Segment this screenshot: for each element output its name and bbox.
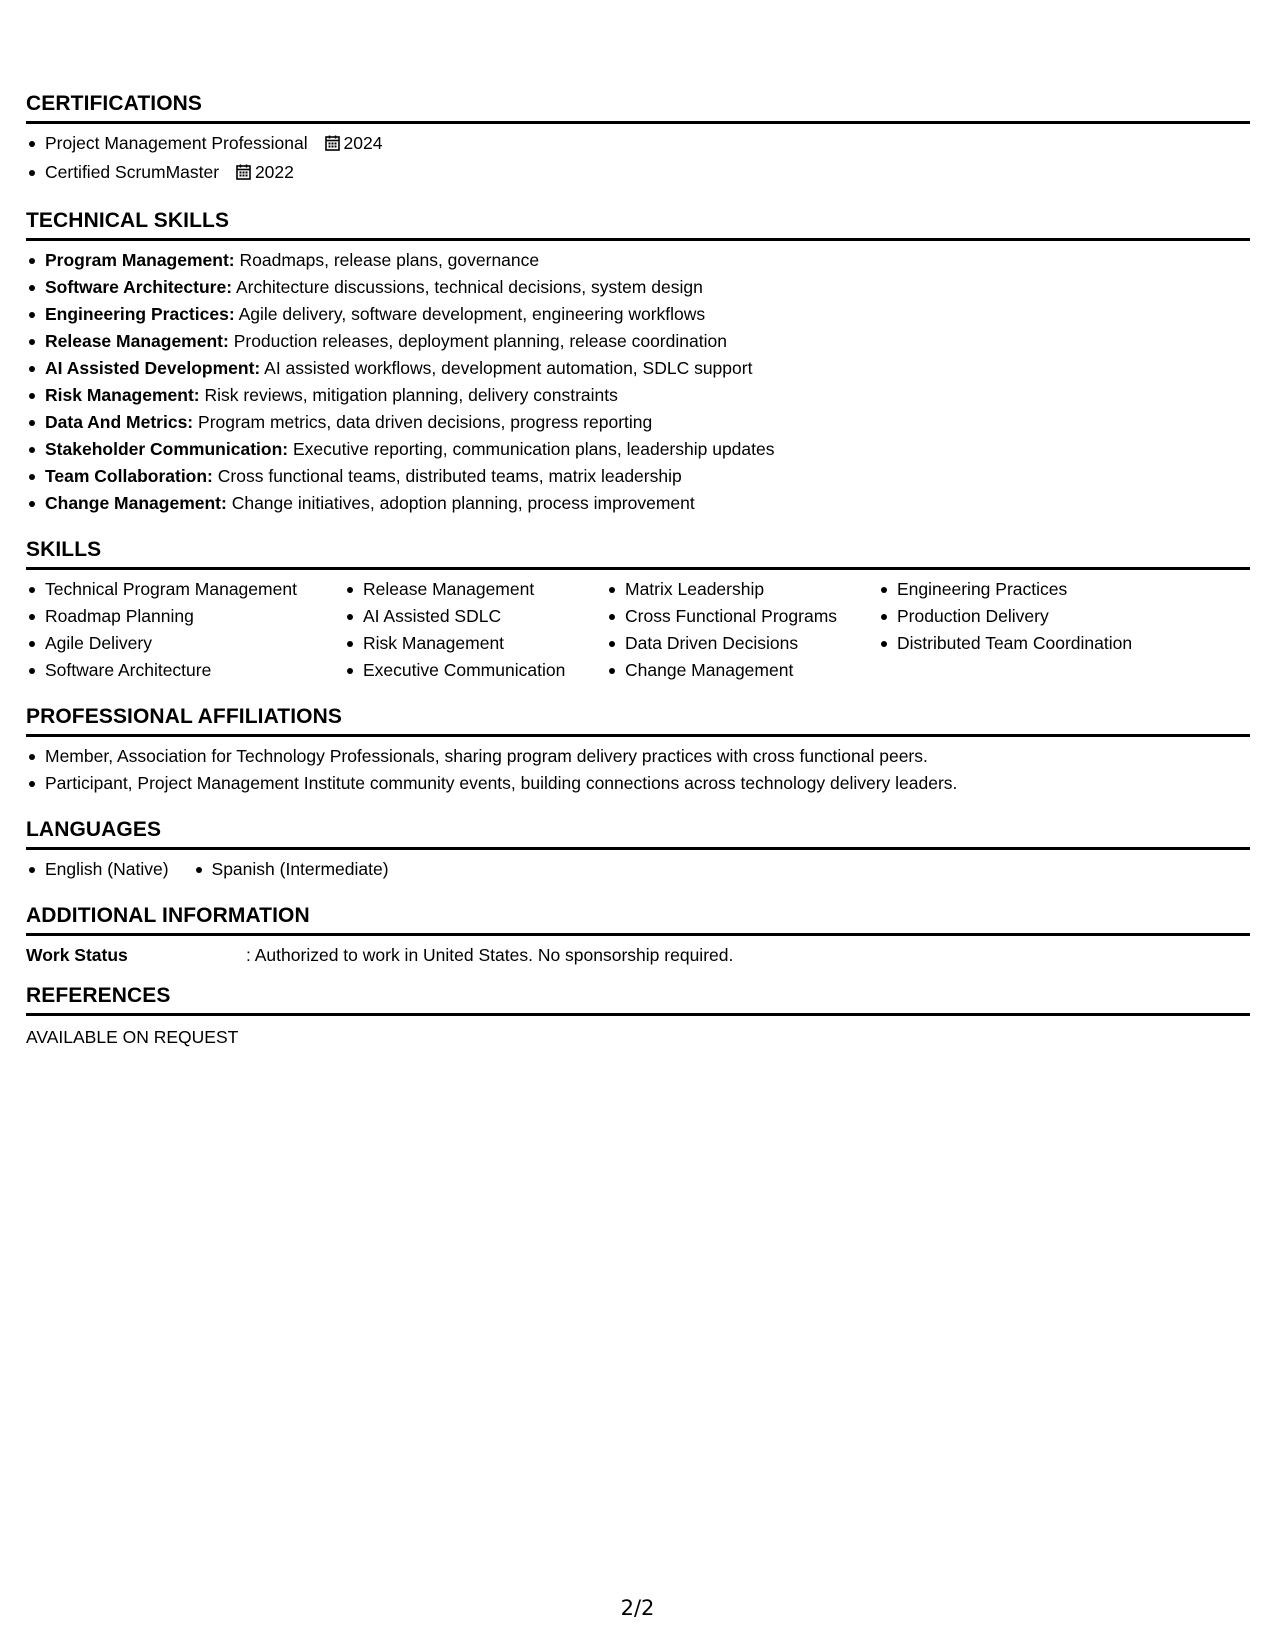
certification-year: 2024 bbox=[343, 133, 383, 153]
list-item: Risk Management bbox=[344, 630, 606, 657]
list-item bbox=[26, 490, 1250, 517]
list-item bbox=[26, 247, 1250, 274]
list-item: AI Assisted SDLC bbox=[344, 603, 606, 630]
list-item: Release Management bbox=[344, 576, 606, 603]
work-status-label: Work Status bbox=[26, 945, 128, 965]
additional-info-section bbox=[26, 903, 1250, 969]
references-text: AVAILABLE ON REQUEST bbox=[26, 1027, 239, 1047]
certification-name: Project Management Professional bbox=[45, 133, 308, 153]
skill-label: Risk Management: bbox=[45, 385, 200, 405]
work-status-row bbox=[26, 942, 1250, 969]
list-item: Matrix Leadership bbox=[606, 576, 878, 603]
list-item: Production Delivery bbox=[878, 603, 1178, 630]
certification-name: Certified ScrumMaster bbox=[45, 162, 220, 182]
skill-value: Risk reviews, mitigation planning, delivery constraints bbox=[204, 385, 618, 405]
list-item bbox=[26, 463, 1250, 490]
section-title: SKILLS bbox=[26, 537, 1250, 570]
skill-label: Change Management: bbox=[45, 493, 227, 513]
certification-year: 2022 bbox=[254, 162, 294, 182]
certifications-list bbox=[26, 130, 1250, 188]
skills-column-1 bbox=[26, 576, 344, 684]
skill-label: Stakeholder Communication: bbox=[45, 439, 289, 459]
list-item bbox=[26, 382, 1250, 409]
list-item bbox=[26, 328, 1250, 355]
references-section bbox=[26, 983, 1250, 1051]
list-item bbox=[26, 274, 1250, 301]
list-item bbox=[26, 159, 1250, 188]
section-title: CERTIFICATIONS bbox=[26, 91, 1250, 124]
certifications-section bbox=[26, 91, 1250, 188]
skill-value: Architecture discussions, technical decisions, system design bbox=[235, 277, 703, 297]
skills-section bbox=[26, 537, 1250, 684]
list-item: Data Driven Decisions bbox=[606, 630, 878, 657]
skill-value: Change initiatives, adoption planning, process improvement bbox=[231, 493, 695, 513]
calendar-icon bbox=[325, 132, 340, 159]
section-title: ADDITIONAL INFORMATION bbox=[26, 903, 1250, 936]
list-item: Distributed Team Coordination bbox=[878, 630, 1178, 657]
list-item bbox=[26, 130, 1250, 159]
skill-label: Data And Metrics: bbox=[45, 412, 194, 432]
list-item: English (Native) bbox=[26, 856, 169, 883]
skill-label: Software Architecture: bbox=[45, 277, 233, 297]
list-item: Spanish (Intermediate) bbox=[193, 856, 389, 883]
section-title: LANGUAGES bbox=[26, 817, 1250, 850]
skill-value: Agile delivery, software development, engineering workflows bbox=[238, 304, 706, 324]
skill-value: AI assisted workflows, development automation, SDLC support bbox=[264, 358, 753, 378]
section-title: PROFESSIONAL AFFILIATIONS bbox=[26, 704, 1250, 737]
list-item: Technical Program Management bbox=[26, 576, 344, 603]
skill-label: AI Assisted Development: bbox=[45, 358, 261, 378]
technical-skills-section bbox=[26, 208, 1250, 517]
page-number: 2/2 bbox=[620, 1596, 655, 1620]
skill-value: Executive reporting, communication plans, leadership updates bbox=[292, 439, 775, 459]
work-status-value: : Authorized to work in United States. No sponsorship required. bbox=[246, 945, 734, 965]
skill-value: Production releases, deployment planning, release coordination bbox=[233, 331, 727, 351]
list-item bbox=[26, 355, 1250, 382]
list-item: Software Architecture bbox=[26, 657, 344, 684]
skill-value: Roadmaps, release plans, governance bbox=[239, 250, 540, 270]
list-item: Agile Delivery bbox=[26, 630, 344, 657]
list-item: Member, Association for Technology Professionals, sharing program delivery practices with cross functional peers. bbox=[26, 743, 1250, 770]
affiliations-section bbox=[26, 704, 1250, 797]
technical-skills-list bbox=[26, 247, 1250, 517]
skill-label: Engineering Practices: bbox=[45, 304, 235, 324]
skills-column-2 bbox=[344, 576, 606, 684]
languages-list bbox=[26, 856, 1250, 883]
skills-column-4 bbox=[878, 576, 1178, 684]
list-item: Participant, Project Management Institute community events, building connections across technology delivery leaders. bbox=[26, 770, 1250, 797]
resume-page bbox=[26, 91, 1250, 1051]
skill-label: Release Management: bbox=[45, 331, 229, 351]
skill-label: Team Collaboration: bbox=[45, 466, 213, 486]
list-item: Roadmap Planning bbox=[26, 603, 344, 630]
skills-columns bbox=[26, 576, 1250, 684]
skills-column-3 bbox=[606, 576, 878, 684]
section-title: REFERENCES bbox=[26, 983, 1250, 1016]
list-item bbox=[26, 301, 1250, 328]
list-item: Cross Functional Programs bbox=[606, 603, 878, 630]
languages-section bbox=[26, 817, 1250, 883]
list-item bbox=[26, 436, 1250, 463]
list-item: Change Management bbox=[606, 657, 878, 684]
skill-label: Program Management: bbox=[45, 250, 235, 270]
list-item: Engineering Practices bbox=[878, 576, 1178, 603]
list-item bbox=[26, 409, 1250, 436]
affiliations-list bbox=[26, 743, 1250, 797]
calendar-icon bbox=[236, 161, 251, 188]
skill-value: Cross functional teams, distributed teams, matrix leadership bbox=[217, 466, 682, 486]
section-title: TECHNICAL SKILLS bbox=[26, 208, 1250, 241]
list-item: Executive Communication bbox=[344, 657, 606, 684]
skill-value: Program metrics, data driven decisions, progress reporting bbox=[198, 412, 653, 432]
